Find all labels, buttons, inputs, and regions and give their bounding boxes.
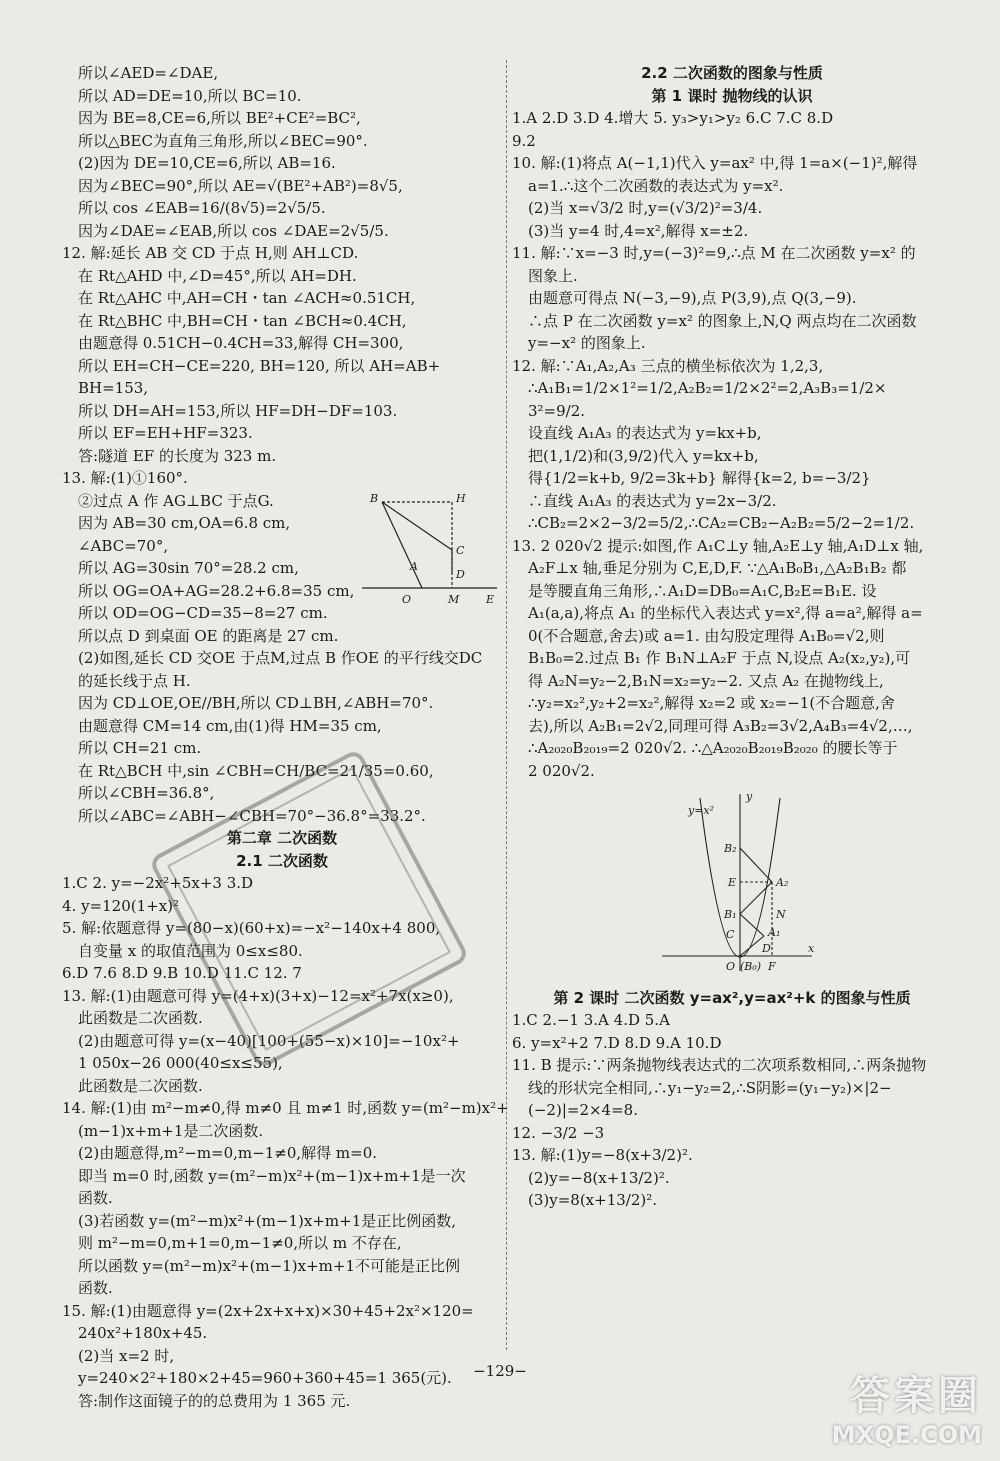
lbl-o: O <box>726 960 736 973</box>
answer-line: (2)y=−8(x+13/2)². <box>528 1168 670 1187</box>
answer-line: 0(不合题意,舍去)或 a=1. 由勾股定理得 A₁B₀=√2,则 <box>528 626 885 645</box>
answer-line: ∴CB₂=2×2−3/2=5/2,∴CA₂=CB₂−A₂B₂=5/2−2=1/2. <box>528 514 915 532</box>
answer-line: (2)当 x=√3/2 时,y=(√3/2)²=3/4. <box>528 199 763 217</box>
answer-line: 1.C 2. y=−2x²+5x+3 3.D <box>62 874 254 892</box>
answer-line: (2)由题意可得 y=(x−40)[100+(55−x)×10]=−10x²+ <box>78 1031 460 1050</box>
label-a: A <box>410 560 418 573</box>
answer-line: A₂F⊥x 轴,垂足分别为 C,E,D,F. ∵△A₁B₀B₁,△A₂B₁B₂ 都 <box>528 559 907 577</box>
answer-line: A₁(a,a),将点 A₁ 的坐标代入表达式 y=x²,得 a=a²,解得 a= <box>528 604 923 622</box>
answer-line: ∠ABC=70°, <box>78 536 169 555</box>
answer-line: 所以 cos ∠EAB=16/(8√5)=2√5/5. <box>78 199 326 217</box>
answer-line: 是等腰直角三角形,∴A₁D=DB₀=A₁C,B₂E=B₁E. 设 <box>528 581 877 600</box>
answer-line: 线的形状完全相同,∴y₁−y₂=2,∴S阴影=(y₁−y₂)×|2− <box>528 1078 892 1097</box>
answer-line: 13. 2 020√2 提示:如图,作 A₁C⊥y 轴,A₂E⊥y 轴,A₁D⊥x 轴, <box>512 536 924 555</box>
answer-line: ∴A₁B₁=1/2×1²=1/2,A₂B₂=1/2×2²=2,A₃B₃=1/2× <box>528 379 887 397</box>
answer-line: 把(1,1/2)和(3,9/2)代入 y=kx+b, <box>528 446 759 465</box>
answer-line: 因为 CD⊥OE,OE//BH,所以 CD⊥BH,∠ABH=70°. <box>78 694 434 712</box>
lbl-x: x <box>808 942 815 955</box>
lbl-b0: (B₀) <box>740 960 762 973</box>
answer-line: 答:隧道 EF 的长度为 323 m. <box>78 446 277 465</box>
answer-line: (−2)|=2×4=8. <box>528 1101 638 1119</box>
section-heading: 第 1 课时 抛物线的认识 <box>651 86 813 105</box>
answer-line: 函数. <box>78 1279 113 1297</box>
answer-line: a=1.∴这个二次函数的表达式为 y=x². <box>528 176 784 195</box>
lbl-b2: B₂ <box>724 842 737 855</box>
answer-line: 所以 AD=DE=10,所以 BC=10. <box>78 86 302 105</box>
answer-line: 6. y=x²+2 7.D 8.D 9.A 10.D <box>512 1033 722 1052</box>
section-heading: 2.2 二次函数的图象与性质 <box>641 64 823 82</box>
answer-line: 因为∠DAE=∠EAB,所以 cos ∠DAE=2√5/5. <box>78 221 389 240</box>
label-c: C <box>456 544 465 557</box>
answer-line: (3)当 y=4 时,4=x²,解得 x=±2. <box>528 221 749 240</box>
answer-line: 1 050x−26 000(40≤x≤55), <box>78 1054 283 1072</box>
answer-line: 图象上. <box>528 266 578 285</box>
answer-line: 3²=9/2. <box>528 401 586 420</box>
answer-line: 自变量 x 的取值范围为 0≤x≤80. <box>78 941 303 960</box>
answer-line: 所以点 D 到桌面 OE 的距离是 27 cm. <box>78 626 339 645</box>
answer-line: 9.2 <box>512 131 536 150</box>
lbl-a2: A₂ <box>776 876 789 889</box>
lbl-e: E <box>728 876 737 889</box>
answer-line: 6.D 7.6 8.D 9.B 10.D 11.C 12. 7 <box>62 964 302 982</box>
answer-line: (3)y=8(x+13/2)². <box>528 1191 658 1209</box>
answer-line: y=240×2²+180×2+45=960+360+45=1 365(元). <box>78 1369 452 1387</box>
column-divider <box>506 60 507 1350</box>
answer-line: 因为 AB=30 cm,OA=6.8 cm, <box>78 514 291 532</box>
answer-line: 所以 CH=21 cm. <box>78 739 202 757</box>
protractor-figure <box>362 488 502 608</box>
answer-line: ②过点 A 作 AG⊥BC 于点G. <box>78 491 274 510</box>
answer-line: (3)若函数 y=(m²−m)x²+(m−1)x+m+1是正比例函数, <box>78 1211 457 1230</box>
answer-line: 所以 DH=AH=153,所以 HF=DH−DF=103. <box>78 401 398 420</box>
answer-line: 答:制作这面镜子的的总费用为 1 365 元. <box>78 1391 351 1410</box>
seg-b0a1 <box>740 936 764 956</box>
left-column <box>62 62 509 1412</box>
answer-line: 得{1/2=k+b, 9/2=3k+b} 解得{k=2, b=−3/2} <box>528 469 871 487</box>
answer-line: 2 020√2. <box>528 761 595 780</box>
answer-line: 1.A 2.D 3.D 4.增大 5. y₃>y₁>y₂ 6.C 7.C 8.D <box>512 109 834 127</box>
answer-line: 所以∠CBH=36.8°, <box>78 784 215 802</box>
section-heading: 2.1 二次函数 <box>236 851 328 870</box>
answer-line: 10. 解:(1)将点 A(−1,1)代入 y=ax² 中,得 1=a×(−1)²,解得 <box>512 154 918 172</box>
lbl-b1: B₁ <box>724 908 737 921</box>
answer-line: 在 Rt△AHD 中,∠D=45°,所以 AH=DH. <box>78 266 357 285</box>
answer-line: 13. 解:(1)y=−8(x+3/2)². <box>512 1146 693 1164</box>
seg-a2b2 <box>740 848 772 882</box>
answer-line: 240x²+180x+45. <box>78 1324 208 1342</box>
answer-line: 15. 解:(1)由题意得 y=(2x+2x+x+x)×30+45+2x²×120= <box>62 1301 474 1320</box>
answer-line: 所以函数 y=(m²−m)x²+(m−1)x+m+1不可能是正比例 <box>78 1256 460 1275</box>
lbl-f: F <box>768 960 776 973</box>
answer-line: 由题意得 CM=14 cm,由(1)得 HM=35 cm, <box>78 716 382 735</box>
answer-line: (2)由题意得,m²−m=0,m−1≠0,解得 m=0. <box>78 1144 378 1162</box>
page-number: −129− <box>473 1362 527 1380</box>
answer-line: (2)如图,延长 CD 交OE 于点M,过点 B 作OE 的平行线交DC <box>78 649 483 667</box>
answer-line: (m−1)x+m+1是二次函数. <box>78 1121 264 1140</box>
label-h: H <box>456 492 466 505</box>
answer-line: 11. B 提示:∵两条抛物线表达式的二次项系数相同,∴两条抛物 <box>512 1056 927 1074</box>
answer-line: 所以 EH=CH−CE=220, BH=120, 所以 AH=AB+ <box>78 356 441 375</box>
site-watermark <box>832 1364 982 1449</box>
answer-line: 由题意可得点 N(−3,−9),点 P(3,9),点 Q(3,−9). <box>528 289 857 307</box>
answer-line: 在 Rt△BHC 中,BH=CH・tan ∠BCH≈0.4CH, <box>78 311 407 330</box>
lbl-c: C <box>726 928 735 941</box>
answer-line: 则 m²−m=0,m+1=0,m−1≠0,所以 m 不存在, <box>78 1234 402 1252</box>
label-m: M <box>448 593 460 606</box>
answer-line: ∴y₂=x₂²,y₂+2=x₂²,解得 x₂=2 或 x₂=−1(不合题意,舍 <box>528 694 895 712</box>
answer-line: 即当 m=0 时,函数 y=(m²−m)x²+(m−1)x+m+1是一次 <box>78 1166 466 1185</box>
answer-line: 所以∠AED=∠DAE, <box>78 64 219 82</box>
answer-line: 由题意得 0.51CH−0.4CH=33,解得 CH=300, <box>78 334 404 352</box>
answer-line: 函数. <box>78 1189 113 1207</box>
answer-line: 所以△BEC为直角三角形,所以∠BEC=90°. <box>78 131 368 150</box>
lbl-d: D <box>762 942 771 955</box>
answer-line: BH=153, <box>78 379 149 397</box>
answer-line: 得 A₂N=y₂−2,B₁N=x₂=y₂−2. 又点 A₂ 在抛物线上, <box>528 671 884 690</box>
answer-line: y=−x² 的图象上. <box>528 334 646 352</box>
answer-line: 此函数是二次函数. <box>78 1076 203 1095</box>
answer-line: 13. 解:(1)①160°. <box>62 469 188 487</box>
answer-line: 12. 解:延长 AB 交 CD 于点 H,则 AH⊥CD. <box>62 244 359 262</box>
answer-line: ∴直线 A₁A₃ 的表达式为 y=2x−3/2. <box>528 491 777 510</box>
parabola-figure-holder <box>512 786 952 983</box>
seg-b1a2 <box>740 882 772 914</box>
answer-line: 所以 EF=EH+HF=323. <box>78 424 253 442</box>
label-d: D <box>456 568 465 581</box>
label-b: B <box>370 492 379 505</box>
parabola-figure <box>512 786 952 976</box>
watermark-url: MXQE.COM <box>831 1421 982 1449</box>
lbl-n: N <box>776 908 786 921</box>
lbl-a1: A₁ <box>768 926 781 939</box>
answer-line: (2)因为 DE=10,CE=6,所以 AB=16. <box>78 154 336 172</box>
lbl-curve: y=x² <box>688 804 715 817</box>
answer-line: 所以∠ABC=∠ABH−∠CBH=70°−36.8°=33.2°. <box>78 806 426 825</box>
section-heading: 第 2 课时 二次函数 y=ax²,y=ax²+k 的图象与性质 <box>553 988 911 1007</box>
label-e: E <box>486 593 495 606</box>
segment-ba <box>382 502 422 588</box>
answer-line: 去),所以 A₂B₁=2√2,同理可得 A₃B₂=3√2,A₄B₃=4√2,…, <box>528 716 913 735</box>
answer-line: 在 Rt△BCH 中,sin ∠CBH=CH/BC=21/35=0.60, <box>78 761 434 780</box>
answer-line: ∴点 P 在二次函数 y=x² 的图象上,N,Q 两点均在二次函数 <box>528 311 917 330</box>
answer-line: 设直线 A₁A₃ 的表达式为 y=kx+b, <box>528 424 762 442</box>
answer-line: 14. 解:(1)由 m²−m≠0,得 m≠0 且 m≠1 时,函数 y=(m²−m)x²+ <box>62 1099 509 1117</box>
lbl-y: y <box>746 790 753 803</box>
answer-line: ∴A₂₀₂₀B₂₀₁₉=2 020√2. ∴△A₂₀₂₀B₂₀₁₉B₂₀₂₀ 的腰长等于 <box>528 739 898 757</box>
label-o: O <box>402 593 412 606</box>
answer-line: 在 Rt△AHC 中,AH=CH・tan ∠ACH≈0.51CH, <box>78 289 416 307</box>
answer-line: B₁B₀=2.过点 B₁ 作 B₁N⊥A₂F 于点 N,设点 A₂(x₂,y₂),可 <box>528 649 911 667</box>
section-heading: 第二章 二次函数 <box>226 829 338 847</box>
answer-line: 11. 解:∵x=−3 时,y=(−3)²=9,∴点 M 在二次函数 y=x² 的 <box>512 244 916 262</box>
watermark-logo: 答案圈 <box>850 1373 982 1419</box>
answer-line: 因为 BE=8,CE=6,所以 BE²+CE²=BC², <box>78 109 361 127</box>
answer-line: 此函数是二次函数. <box>78 1009 203 1027</box>
answer-line: 12. 解:∵A₁,A₂,A₃ 三点的横坐标依次为 1,2,3, <box>512 356 824 375</box>
answer-line: 的延长线于点 H. <box>78 671 191 690</box>
answer-line: 1.C 2.−1 3.A 4.D 5.A <box>512 1011 670 1029</box>
answer-line: 所以 OG=OA+AG=28.2+6.8=35 cm, <box>78 581 355 600</box>
answer-line: 5. 解:依题意得 y=(80−x)(60+x)=−x²−140x+4 800, <box>62 919 441 937</box>
answer-line: 所以 AG=30sin 70°=28.2 cm, <box>78 559 299 577</box>
answer-line: 12. −3/2 −3 <box>512 1123 605 1142</box>
segment-bc <box>382 502 452 550</box>
answer-line: 13. 解:(1)由题意可得 y=(4+x)(3+x)−12=x²+7x(x≥0), <box>62 986 454 1005</box>
right-column <box>512 62 952 1212</box>
answer-line: 因为∠BEC=90°,所以 AE=√(BE²+AB²)=8√5, <box>78 176 403 195</box>
answer-line: 所以 OD=OG−CD=35−8=27 cm. <box>78 604 328 622</box>
answer-line: (2)当 x=2 时, <box>78 1346 175 1365</box>
answer-line: 4. y=120(1+x)² <box>62 896 180 915</box>
